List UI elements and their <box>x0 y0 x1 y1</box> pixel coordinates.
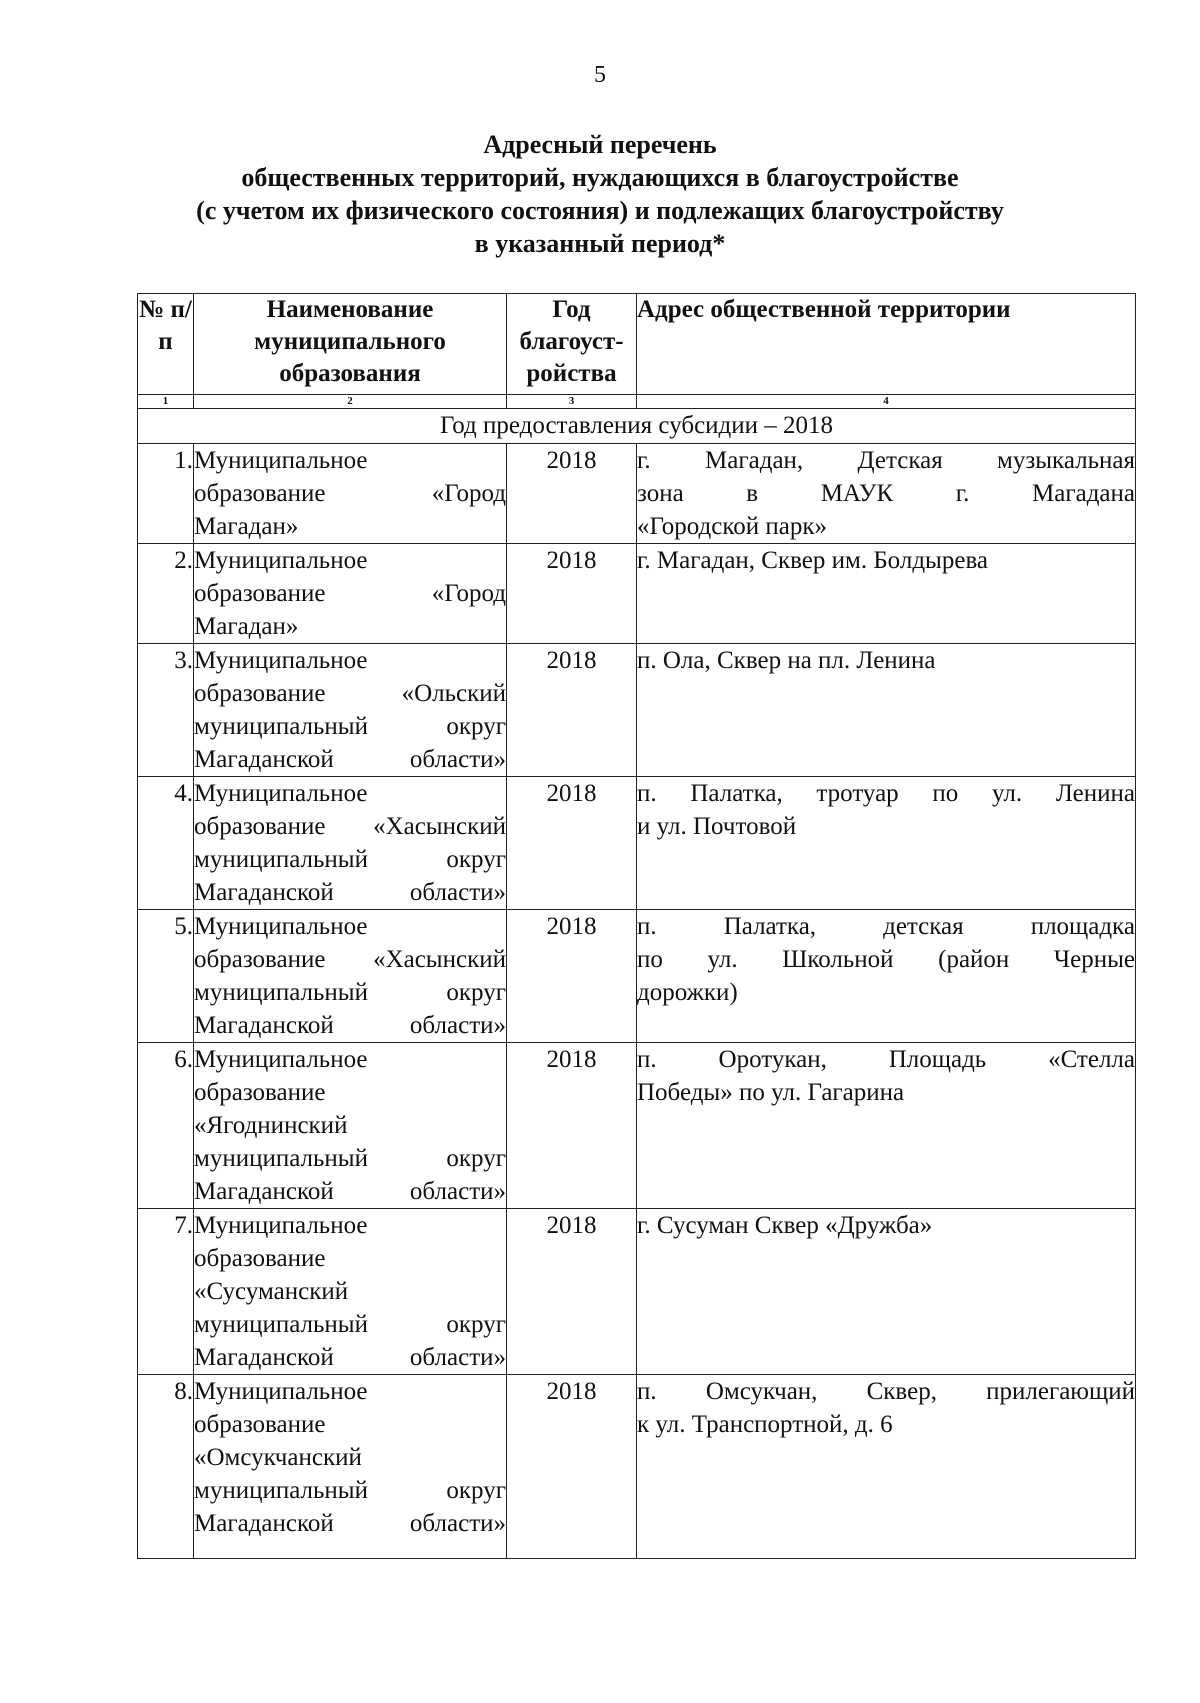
territory-address-line: к ул. Транспортной, д. 6 <box>637 1411 893 1438</box>
municipality-name-line: муниципальный округ <box>194 713 506 740</box>
table-row <box>138 444 1136 544</box>
territory-address-line: зона в МАУК г. Магадана <box>637 480 1135 507</box>
municipality-name-line: Муниципальное <box>194 1378 368 1405</box>
improvement-year: 2018 <box>507 910 637 1043</box>
row-number: 7. <box>138 1209 194 1375</box>
municipality-name-line: муниципальный округ <box>194 1311 506 1338</box>
improvement-year: 2018 <box>507 1375 637 1559</box>
table-row <box>138 1209 1136 1375</box>
municipality-name-line: образование <box>194 1079 326 1106</box>
municipality-name-line: Муниципальное <box>194 447 368 474</box>
column-number: 4 <box>637 395 1136 409</box>
section-row <box>138 409 1136 444</box>
header-name: Наименование муниципального образования <box>194 294 507 395</box>
territory-address-line: г. Сусуман Сквер «Дружба» <box>637 1212 933 1239</box>
document-title <box>100 128 1100 260</box>
municipality-name-line: муниципальный округ <box>194 846 506 873</box>
municipality-name-line: Муниципальное <box>194 780 368 807</box>
municipality-name-line: Магаданской области» <box>194 1012 506 1039</box>
improvement-year: 2018 <box>507 444 637 544</box>
title-line-4: в указанный период* <box>474 229 726 258</box>
title-line-2: общественных территорий, нуждающихся в благоустройстве <box>241 163 959 192</box>
territory-address <box>637 1209 1136 1375</box>
municipality-name-line: Муниципальное <box>194 547 368 574</box>
title-line-3: (с учетом их физического состояния) и подлежащих благоустройству <box>196 196 1004 225</box>
municipality-name-line: образование «Хасынский <box>194 813 506 840</box>
improvement-year: 2018 <box>507 644 637 777</box>
territory-address-line: п. Омсукчан, Сквер, прилегающий <box>637 1378 1135 1405</box>
municipality-name-line: муниципальный округ <box>194 1477 506 1504</box>
municipality-name-line: «Сусуманский <box>194 1278 349 1305</box>
row-number: 5. <box>138 910 194 1043</box>
header-num: № п/п <box>138 294 194 395</box>
municipality-name <box>194 1209 507 1375</box>
municipality-name-line: образование <box>194 1245 326 1272</box>
table-row <box>138 644 1136 777</box>
territory-address <box>637 1043 1136 1209</box>
territory-address-line: по ул. Школьной (район Черные <box>637 946 1135 973</box>
column-number: 2 <box>194 395 507 409</box>
territory-address <box>637 644 1136 777</box>
municipality-name-line: Магаданской области» <box>194 1510 506 1537</box>
municipality-name-line: Магаданской области» <box>194 746 506 773</box>
municipality-name <box>194 644 507 777</box>
table-row <box>138 910 1136 1043</box>
municipality-name-line: Муниципальное <box>194 647 368 674</box>
municipality-name-line: Магаданской области» <box>194 1344 506 1371</box>
municipality-name-line: Магадан» <box>194 613 299 640</box>
municipality-name-line: Магаданской области» <box>194 1178 506 1205</box>
municipality-name-line: Муниципальное <box>194 1212 368 1239</box>
territory-address-line: г. Магадан, Детская музыкальная <box>637 447 1135 474</box>
row-number: 3. <box>138 644 194 777</box>
municipality-name <box>194 544 507 644</box>
territory-address <box>637 777 1136 910</box>
territory-address-line: дорожки) <box>637 979 738 1006</box>
municipality-name <box>194 777 507 910</box>
municipality-name-line: «Омсукчанский <box>194 1444 362 1471</box>
improvement-year: 2018 <box>507 544 637 644</box>
municipality-name-line: муниципальный округ <box>194 1145 506 1172</box>
municipality-name-line: Магадан» <box>194 513 299 540</box>
header-year: Год благоуст-ройства <box>507 294 637 395</box>
territory-address-line: п. Палатка, детская площадка <box>637 913 1135 940</box>
territories-table <box>137 293 1136 1559</box>
improvement-year: 2018 <box>507 1043 637 1209</box>
municipality-name-line: Муниципальное <box>194 1046 368 1073</box>
column-number: 3 <box>507 395 637 409</box>
municipality-name-line: образование «Ольский <box>194 680 506 707</box>
column-number-row <box>138 395 1136 409</box>
table-row <box>138 1043 1136 1209</box>
territory-address-line: п. Палатка, тротуар по ул. Ленина <box>637 780 1135 807</box>
municipality-name-line: Муниципальное <box>194 913 368 940</box>
column-number: 1 <box>138 395 194 409</box>
municipality-name-line: образование <box>194 1411 326 1438</box>
table-row <box>138 1375 1136 1559</box>
territory-address-line: г. Магадан, Сквер им. Болдырева <box>637 547 989 574</box>
municipality-name-line: образование «Хасынский <box>194 946 506 973</box>
municipality-name-line: «Ягоднинский <box>194 1112 348 1139</box>
territory-address-line: «Городской парк» <box>637 513 827 540</box>
territory-address-line: Победы» по ул. Гагарина <box>637 1079 905 1106</box>
header-row <box>138 294 1136 395</box>
municipality-name-line: муниципальный округ <box>194 979 506 1006</box>
municipality-name-line: образование «Город <box>194 580 506 607</box>
improvement-year: 2018 <box>507 777 637 910</box>
row-number: 6. <box>138 1043 194 1209</box>
territory-address-line: и ул. Почтовой <box>637 813 797 840</box>
municipality-name <box>194 1375 507 1559</box>
municipality-name <box>194 1043 507 1209</box>
municipality-name <box>194 444 507 544</box>
territory-address <box>637 910 1136 1043</box>
section-label: Год предоставления субсидии – 2018 <box>138 409 1136 444</box>
improvement-year: 2018 <box>507 1209 637 1375</box>
table-row <box>138 777 1136 910</box>
territory-address-line: п. Оротукан, Площадь «Стелла <box>637 1046 1135 1073</box>
header-address: Адрес общественной территории <box>637 294 1136 395</box>
row-number: 8. <box>138 1375 194 1559</box>
territory-address <box>637 544 1136 644</box>
municipality-name-line: образование «Город <box>194 480 506 507</box>
municipality-name <box>194 910 507 1043</box>
municipality-name-line: Магаданской области» <box>194 879 506 906</box>
territory-address <box>637 444 1136 544</box>
title-line-1: Адресный перечень <box>483 130 717 159</box>
table-row <box>138 544 1136 644</box>
territory-address <box>637 1375 1136 1559</box>
row-number: 1. <box>138 444 194 544</box>
territory-address-line: п. Ола, Сквер на пл. Ленина <box>637 647 936 674</box>
row-number: 4. <box>138 777 194 910</box>
page-number: 5 <box>594 62 606 88</box>
row-number: 2. <box>138 544 194 644</box>
